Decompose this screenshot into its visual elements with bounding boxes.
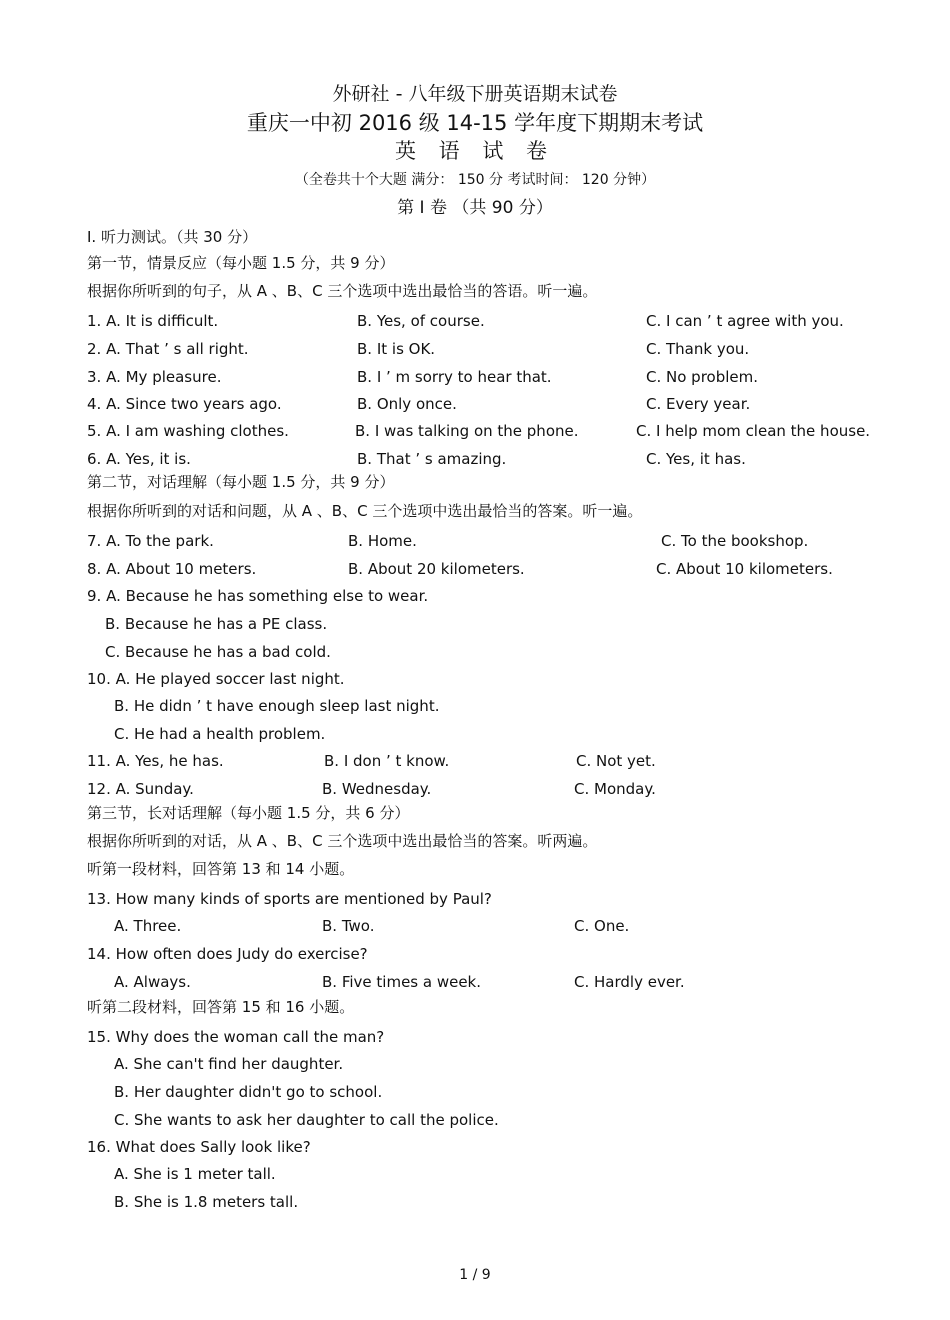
option-b: B. Yes, of course. <box>357 312 485 330</box>
option-a: 11. A. Yes, he has. <box>87 752 224 770</box>
question-text: 15. Why does the woman call the man? <box>87 1028 385 1046</box>
option-c: C. Monday. <box>574 780 656 798</box>
option-b: B. He didn ’ t have enough sleep last night. <box>114 697 440 715</box>
option-c: C. Every year. <box>646 395 751 413</box>
option-c: C. She wants to ask her daughter to call the police. <box>114 1111 499 1129</box>
option-c: C. I help mom clean the house. <box>636 422 871 440</box>
option-b: B. I don ’ t know. <box>324 752 450 770</box>
option-b: B. Her daughter didn't go to school. <box>114 1083 383 1101</box>
option-a: 6. A. Yes, it is. <box>87 450 191 468</box>
material-note: 听第一段材料，回答第 13 和 14 小题。 <box>87 860 355 878</box>
option-b: B. That ’ s amazing. <box>357 450 507 468</box>
option-a: A. She can't find her daughter. <box>114 1055 344 1073</box>
exam-info: （全卷共十个大题 满分： 150 分 考试时间： 120 分钟） <box>294 172 656 188</box>
option-a: 12. A. Sunday. <box>87 780 194 798</box>
doc-header: 外研社 - 八年级下册英语期末试卷 <box>332 83 618 105</box>
option-a: 7. A. To the park. <box>87 532 214 550</box>
exam-title: 重庆一中初 2016 级 14-15 学年度下期期末考试 <box>246 111 704 135</box>
subject-title: 英 语 试 卷 <box>394 139 556 163</box>
option-b: B. Five times a week. <box>322 973 482 991</box>
option-b: B. Home. <box>348 532 417 550</box>
option-b: B. Two. <box>322 917 375 935</box>
option-b: B. She is 1.8 meters tall. <box>114 1193 299 1211</box>
option-c: C. To the bookshop. <box>661 532 809 550</box>
option-b: B. About 20 kilometers. <box>348 560 525 578</box>
instruction: 根据你所听到的对话和问题，从 A 、B、C 三个选项中选出最恰当的答案。听一遍。 <box>87 502 643 520</box>
option-a: 8. A. About 10 meters. <box>87 560 257 578</box>
option-c: C. He had a health problem. <box>114 725 326 743</box>
option-a: A. Three. <box>114 917 182 935</box>
option-c: C. About 10 kilometers. <box>656 560 833 578</box>
option-c: C. One. <box>574 917 630 935</box>
option-c: C. Hardly ever. <box>574 973 685 991</box>
question-text: 14. How often does Judy do exercise? <box>87 945 368 963</box>
option-c: C. I can ’ t agree with you. <box>646 312 844 330</box>
option-a: 2. A. That ’ s all right. <box>87 340 249 358</box>
option-a: 10. A. He played soccer last night. <box>87 670 345 688</box>
option-c: C. Thank you. <box>646 340 750 358</box>
option-c: C. Yes, it has. <box>646 450 746 468</box>
subsection-title: 第二节，对话理解（每小题 1.5 分，共 9 分） <box>87 473 395 491</box>
option-a: 9. A. Because he has something else to wear. <box>87 587 429 605</box>
option-a: 5. A. I am washing clothes. <box>87 422 289 440</box>
option-b: B. Because he has a PE class. <box>105 615 328 633</box>
option-a: A. She is 1 meter tall. <box>114 1165 276 1183</box>
option-a: 3. A. My pleasure. <box>87 368 222 386</box>
part-title: 第 I 卷 （共 90 分） <box>397 198 553 218</box>
instruction: 根据你所听到的对话，从 A 、B、C 三个选项中选出最恰当的答案。听两遍。 <box>87 832 598 850</box>
question-text: 16. What does Sally look like? <box>87 1138 311 1156</box>
option-b: B. I ’ m sorry to hear that. <box>357 368 552 386</box>
page-number: 1 / 9 <box>459 1267 491 1283</box>
subsection-title: 第一节，情景反应（每小题 1.5 分，共 9 分） <box>87 254 395 272</box>
option-a: A. Always. <box>114 973 191 991</box>
option-b: B. Wednesday. <box>322 780 432 798</box>
option-b: B. Only once. <box>357 395 457 413</box>
question-text: 13. How many kinds of sports are mentioned by Paul? <box>87 890 492 908</box>
section-title: I. 听力测试。（共 30 分） <box>87 228 258 246</box>
option-c: C. Not yet. <box>576 752 656 770</box>
option-b: B. I was talking on the phone. <box>355 422 579 440</box>
material-note: 听第二段材料，回答第 15 和 16 小题。 <box>87 998 355 1016</box>
option-c: C. Because he has a bad cold. <box>105 643 331 661</box>
subsection-title: 第三节，长对话理解（每小题 1.5 分，共 6 分） <box>87 804 410 822</box>
option-a: 4. A. Since two years ago. <box>87 395 282 413</box>
option-c: C. No problem. <box>646 368 759 386</box>
option-a: 1. A. It is difficult. <box>87 312 219 330</box>
instruction: 根据你所听到的句子，从 A 、B、C 三个选项中选出最恰当的答语。听一遍。 <box>87 282 598 300</box>
option-b: B. It is OK. <box>357 340 436 358</box>
